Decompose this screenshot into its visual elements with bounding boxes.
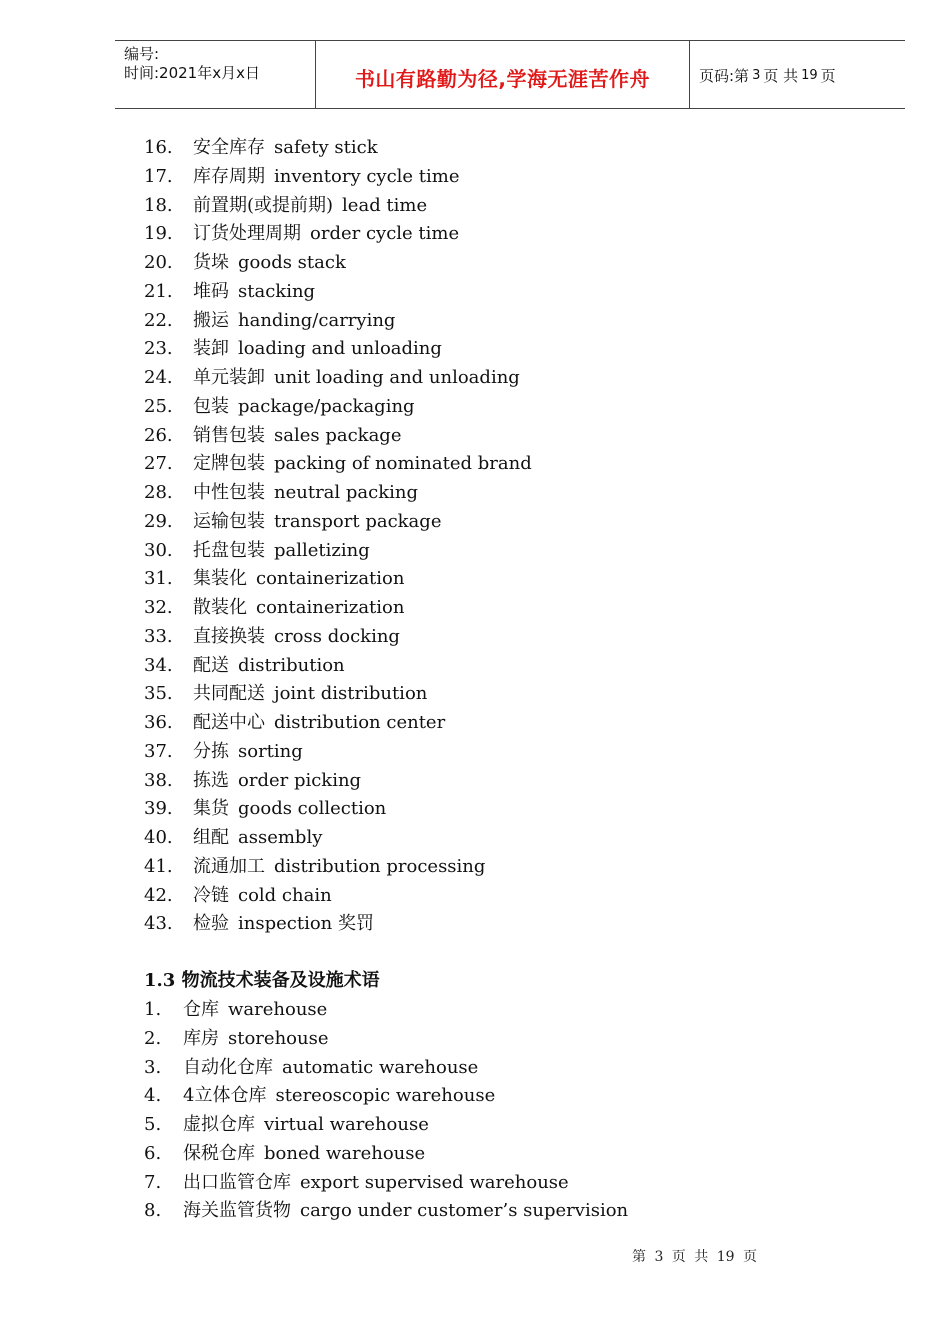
term-chinese: 单元装卸	[193, 367, 265, 388]
term-english: stacking	[238, 280, 316, 302]
term-chinese: 散装化	[193, 597, 247, 618]
term-chinese: 配送中心	[193, 712, 265, 733]
term-list-item	[144, 1140, 628, 1169]
term-english: palletizing	[274, 539, 370, 561]
term-list-item	[144, 163, 532, 192]
term-list-item	[144, 134, 532, 163]
header-motto-cell	[316, 41, 690, 108]
term-english: stereoscopic warehouse	[275, 1085, 496, 1107]
term-number: 5.	[144, 1114, 162, 1135]
term-number: 43.	[144, 913, 173, 935]
term-english: order picking	[238, 769, 362, 791]
term-english: joint distribution	[274, 683, 428, 705]
header-page-suffix: 页	[820, 67, 836, 85]
term-number: 31.	[144, 568, 173, 590]
term-english: warehouse	[228, 999, 328, 1020]
term-chinese: 保税仓库	[183, 1142, 255, 1164]
term-number: 27.	[144, 453, 173, 475]
term-chinese: 包装	[193, 395, 229, 417]
term-english: order cycle time	[310, 223, 460, 245]
term-chinese: 集装化	[193, 568, 247, 590]
term-list-item	[144, 278, 532, 307]
term-chinese: 装卸	[193, 338, 229, 360]
term-number: 32.	[144, 597, 173, 618]
term-number: 39.	[144, 798, 173, 820]
term-number: 8.	[144, 1200, 162, 1222]
term-english: virtual warehouse	[264, 1114, 429, 1135]
term-number: 30.	[144, 539, 173, 561]
term-number: 18.	[144, 194, 173, 216]
term-number: 33.	[144, 625, 173, 647]
term-list-logistics-operations	[144, 134, 532, 939]
term-english: cargo under customer’s supervision	[300, 1200, 629, 1222]
term-list-item	[144, 623, 532, 652]
header-page-current: 3	[752, 68, 761, 83]
header-info-cell	[115, 41, 316, 108]
term-english: sales package	[274, 424, 402, 446]
term-number: 2.	[144, 1027, 162, 1049]
term-chinese: 直接换装	[193, 625, 265, 647]
term-english: neutral packing	[274, 482, 418, 503]
term-chinese: 定牌包装	[193, 453, 265, 475]
term-number: 40.	[144, 827, 173, 848]
term-english: distribution	[238, 654, 345, 676]
term-chinese: 前置期(或提前期)	[193, 194, 334, 216]
term-chinese: 集货	[193, 798, 229, 820]
term-english: distribution processing	[274, 855, 486, 877]
term-english: cold chain	[238, 884, 332, 906]
term-number: 4.	[144, 1085, 162, 1107]
term-number: 41.	[144, 855, 173, 877]
term-chinese: 货垛	[193, 252, 229, 273]
term-list-item	[144, 680, 532, 709]
term-list-item	[144, 767, 532, 796]
term-number: 20.	[144, 252, 173, 273]
term-english: transport package	[274, 510, 442, 532]
term-list-equipment-facilities	[144, 996, 628, 1226]
term-number: 34.	[144, 654, 173, 676]
term-list-item	[144, 537, 532, 566]
term-chinese: 库房	[183, 1027, 219, 1049]
header-page-total: 19	[801, 68, 818, 83]
term-list-item	[144, 364, 532, 393]
term-number: 28.	[144, 482, 173, 503]
term-chinese: 分拣	[193, 740, 229, 762]
term-list-item	[144, 853, 532, 882]
term-english: boned warehouse	[264, 1142, 426, 1164]
term-number: 25.	[144, 395, 173, 417]
term-english: lead time	[342, 194, 428, 216]
term-chinese: 共同配送	[193, 683, 265, 705]
term-chinese: 检验	[193, 913, 229, 935]
term-english: inventory cycle time	[274, 165, 460, 187]
term-list-item	[144, 335, 532, 364]
term-english: export supervised warehouse	[300, 1171, 569, 1193]
term-number: 24.	[144, 367, 173, 388]
term-english: containerization	[256, 568, 405, 590]
term-number: 22.	[144, 309, 173, 331]
term-english: sorting	[238, 740, 303, 762]
term-chinese: 仓库	[183, 999, 219, 1020]
term-number: 29.	[144, 510, 173, 532]
term-number: 3.	[144, 1056, 162, 1078]
term-chinese: 4立体仓库	[183, 1085, 267, 1107]
term-list-item	[144, 508, 532, 537]
term-list-item	[144, 738, 532, 767]
term-number: 35.	[144, 683, 173, 705]
page-header	[115, 40, 905, 109]
term-list-item	[144, 1197, 628, 1226]
term-chinese: 出口监管仓库	[183, 1171, 291, 1193]
term-list-item	[144, 1054, 628, 1083]
term-chinese: 中性包装	[193, 482, 265, 503]
term-list-item	[144, 479, 532, 508]
term-list-item	[144, 192, 532, 221]
term-number: 16.	[144, 137, 173, 158]
term-chinese: 库存周期	[193, 165, 265, 187]
term-list-item	[144, 565, 532, 594]
term-number: 19.	[144, 223, 173, 245]
term-chinese: 配送	[193, 654, 229, 676]
term-chinese: 订货处理周期	[193, 223, 301, 245]
term-list-item	[144, 709, 532, 738]
term-chinese: 安全库存	[193, 137, 265, 158]
header-code-label: 编号:	[124, 45, 160, 63]
section-title: 1.3 物流技术装备及设施术语	[144, 970, 380, 991]
term-list-item	[144, 824, 532, 853]
term-chinese: 组配	[193, 827, 229, 848]
term-number: 1.	[144, 999, 162, 1020]
term-chinese: 销售包装	[193, 424, 265, 446]
header-page-mid: 页 共	[763, 67, 799, 85]
term-list-item	[144, 307, 532, 336]
term-list-item	[144, 1169, 628, 1198]
term-english: goods stack	[238, 252, 346, 273]
term-chinese: 冷链	[193, 884, 229, 906]
term-number: 6.	[144, 1142, 162, 1164]
term-english: automatic warehouse	[282, 1056, 479, 1078]
term-list-item	[144, 996, 628, 1025]
term-list-item	[144, 1111, 628, 1140]
term-list-item	[144, 795, 532, 824]
term-english: cross docking	[274, 625, 400, 647]
term-english: containerization	[256, 597, 405, 618]
term-list-item	[144, 422, 532, 451]
term-english: handing/carrying	[238, 309, 396, 331]
term-list-item	[144, 652, 532, 681]
term-english: loading and unloading	[238, 338, 442, 360]
term-number: 42.	[144, 884, 173, 906]
page-footer: 第 3 页 共 19 页	[632, 1249, 757, 1265]
term-number: 7.	[144, 1171, 162, 1193]
term-english: assembly	[238, 827, 323, 848]
term-list-item	[144, 1082, 628, 1111]
term-list-item	[144, 910, 532, 939]
header-page-number	[690, 43, 905, 108]
term-number: 26.	[144, 424, 173, 446]
term-number: 23.	[144, 338, 173, 360]
header-motto: 书山有路勤为径,学海无涯苦作舟	[354, 67, 651, 91]
term-number: 21.	[144, 280, 173, 302]
term-chinese: 运输包装	[193, 510, 265, 532]
term-chinese: 堆码	[193, 280, 229, 302]
term-english: packing of nominated brand	[274, 453, 532, 475]
term-english: unit loading and unloading	[274, 367, 520, 388]
term-list-item	[144, 1025, 628, 1054]
term-chinese: 虚拟仓库	[183, 1114, 255, 1135]
term-number: 37.	[144, 740, 173, 762]
term-english: distribution center	[274, 712, 446, 733]
term-list-item	[144, 882, 532, 911]
term-english: package/packaging	[238, 395, 415, 417]
term-number: 38.	[144, 769, 173, 791]
header-page-prefix: 页码:第	[699, 67, 750, 85]
term-english: safety stick	[274, 137, 378, 158]
header-date-label: 时间:2021年x月x日	[124, 64, 260, 82]
term-chinese: 自动化仓库	[183, 1056, 273, 1078]
term-list-item	[144, 249, 532, 278]
term-list-item	[144, 450, 532, 479]
term-chinese: 海关监管货物	[183, 1200, 291, 1222]
term-chinese: 流通加工	[193, 855, 265, 877]
term-chinese: 托盘包装	[193, 539, 265, 561]
term-list-item	[144, 220, 532, 249]
term-chinese: 搬运	[193, 309, 229, 331]
term-english: goods collection	[238, 798, 387, 820]
term-english: inspection 奖罚	[238, 913, 374, 935]
term-list-item	[144, 594, 532, 623]
term-english: storehouse	[228, 1027, 329, 1049]
term-number: 36.	[144, 712, 173, 733]
term-chinese: 拣选	[193, 769, 229, 791]
term-number: 17.	[144, 165, 173, 187]
term-list-item	[144, 393, 532, 422]
